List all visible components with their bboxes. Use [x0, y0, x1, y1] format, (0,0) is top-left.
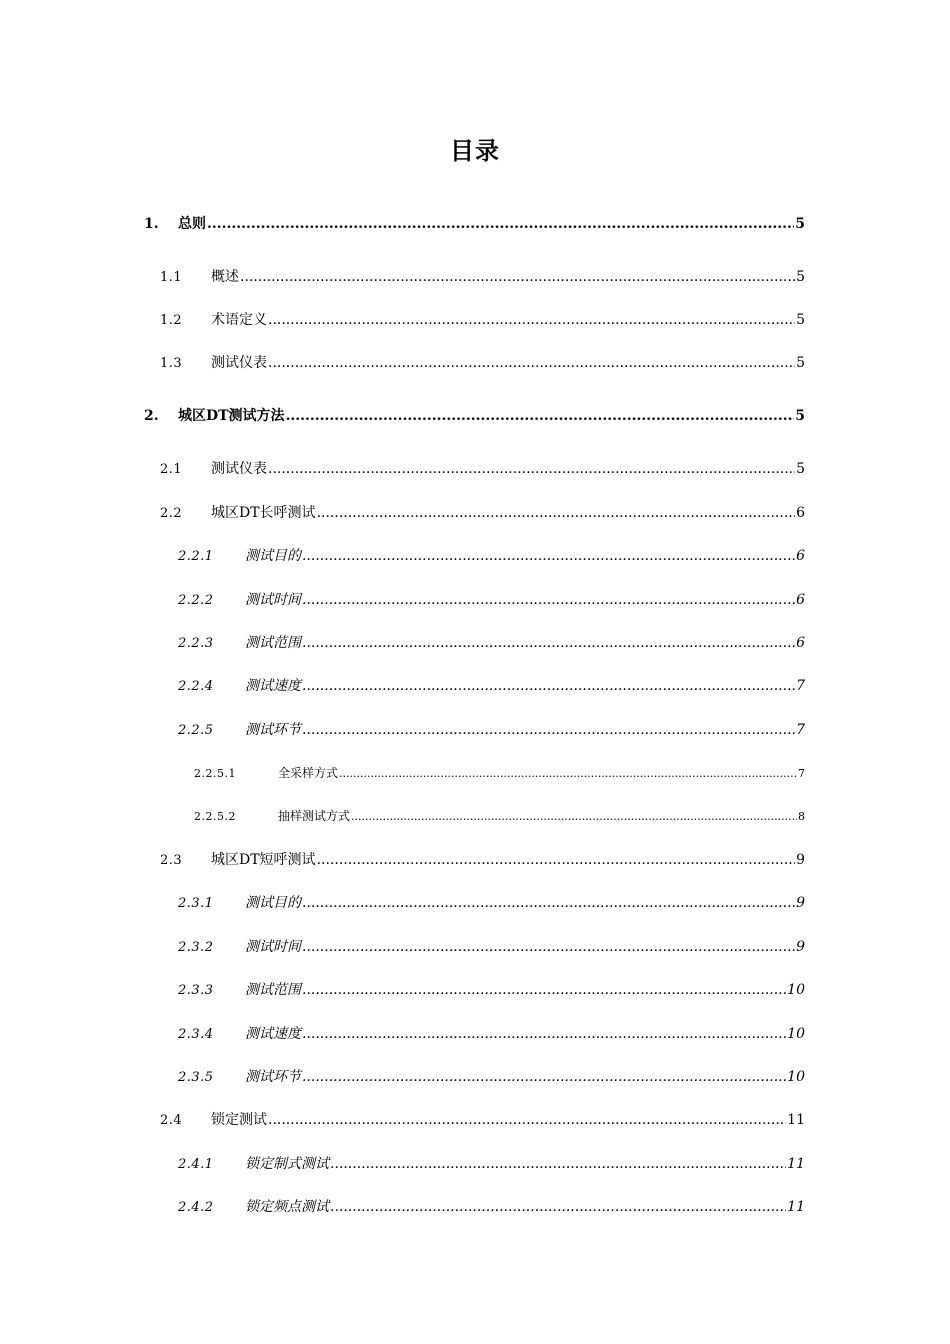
toc-entry-page-number: 10 — [787, 1026, 805, 1042]
toc-entry-page-number: 5 — [795, 216, 805, 232]
toc-entry-page-number: 6 — [796, 505, 805, 521]
toc-entry-number: 2.2.5.2 — [194, 810, 236, 823]
toc-dot-leader — [317, 850, 796, 870]
toc-entry-number: 2.3.3 — [178, 983, 214, 998]
toc-entry-title: 城区DT长呼测试 — [211, 505, 316, 521]
toc-dot-leader — [330, 1197, 786, 1217]
toc-entry-number: 2.2 — [160, 506, 183, 521]
toc-entry-number: 2.2.1 — [178, 549, 214, 564]
toc-entry-page-number: 11 — [787, 1112, 805, 1128]
toc-entry[interactable] — [194, 807, 805, 826]
toc-entry-title: 术语定义 — [211, 312, 267, 328]
toc-entry-title: 测试目的 — [245, 548, 301, 564]
toc-entry-page-number: 5 — [796, 312, 805, 328]
toc-dot-leader — [302, 893, 795, 913]
toc-entry-number: 2.3.5 — [178, 1070, 214, 1085]
toc-dot-leader — [330, 1154, 786, 1174]
toc-entry[interactable] — [178, 893, 805, 914]
toc-entry-page-number: 5 — [795, 408, 805, 424]
toc-dot-leader — [302, 980, 786, 1000]
toc-entry-title: 抽样测试方式 — [278, 809, 351, 823]
toc-entry[interactable] — [194, 764, 805, 783]
toc-entry[interactable] — [178, 720, 805, 741]
toc-dot-leader — [302, 937, 795, 957]
toc-dot-leader — [351, 808, 797, 826]
toc-entry-page-number: 10 — [787, 982, 805, 998]
toc-entry[interactable] — [178, 1067, 805, 1088]
toc-entry-page-number: 11 — [787, 1199, 805, 1215]
toc-entry[interactable] — [160, 850, 805, 871]
toc-dot-leader — [302, 546, 795, 566]
toc-entry[interactable] — [178, 980, 805, 1001]
toc-entry-page-number: 6 — [796, 548, 805, 564]
toc-entry-number: 1.3 — [160, 356, 183, 371]
toc-entry-page-number: 10 — [787, 1069, 805, 1085]
toc-dot-leader — [240, 267, 795, 287]
toc-dot-leader — [286, 406, 795, 426]
toc-entry-title: 城区DT测试方法 — [178, 408, 285, 424]
toc-entry[interactable] — [160, 267, 805, 288]
toc-entry[interactable] — [144, 214, 805, 234]
toc-entry-title: 测试仪表 — [211, 461, 267, 477]
toc-entry-page-number: 9 — [796, 895, 805, 911]
toc-entry[interactable] — [160, 503, 805, 524]
toc-entry-page-number: 8 — [798, 810, 805, 823]
toc-entry-title: 锁定测试 — [211, 1112, 267, 1128]
toc-entry-title: 测试速度 — [245, 678, 301, 694]
toc-dot-leader — [268, 353, 795, 373]
toc-entry-title: 测试目的 — [245, 895, 301, 911]
toc-entry[interactable] — [178, 546, 805, 567]
toc-entry-number: 2.3.1 — [178, 896, 214, 911]
toc-entry[interactable] — [160, 459, 805, 480]
toc-entry-number: 2.4.2 — [178, 1200, 214, 1215]
toc-entry-number: 2.4 — [160, 1113, 183, 1128]
toc-dot-leader — [317, 503, 796, 523]
toc-entry-page-number: 6 — [796, 592, 805, 608]
toc-entry-title: 测试速度 — [245, 1026, 301, 1042]
toc-entry-page-number: 9 — [796, 939, 805, 955]
toc-dot-leader — [302, 590, 795, 610]
toc-entry-title: 总则 — [178, 216, 206, 232]
toc-entry-page-number: 5 — [796, 269, 805, 285]
toc-dot-leader — [302, 633, 795, 653]
toc-entry[interactable] — [178, 937, 805, 958]
toc-dot-leader — [207, 214, 794, 234]
toc-dot-leader — [302, 720, 795, 740]
page-title: 目录 — [450, 137, 500, 165]
toc-entry[interactable] — [144, 406, 805, 426]
toc-entry-number: 2.2.2 — [178, 593, 214, 608]
toc-entry[interactable] — [160, 310, 805, 331]
toc-entry-number: 2.2.4 — [178, 679, 214, 694]
toc-entry-title: 锁定频点测试 — [245, 1199, 329, 1215]
toc-entry-number: 2.2.5.1 — [194, 767, 236, 780]
toc-dot-leader — [302, 1067, 786, 1087]
toc-entry-number: 1. — [144, 216, 159, 232]
toc-entry[interactable] — [178, 1197, 805, 1218]
toc-entry-page-number: 7 — [798, 767, 805, 780]
toc-entry-title: 锁定制式测试 — [245, 1156, 329, 1172]
toc-entry-title: 测试范围 — [245, 635, 301, 651]
toc-entry-title: 测试仪表 — [211, 355, 267, 371]
toc-entry-title: 城区DT短呼测试 — [211, 852, 316, 868]
toc-dot-leader — [268, 310, 795, 330]
toc-entry-title: 测试环节 — [245, 1069, 301, 1085]
toc-entry-number: 1.2 — [160, 313, 183, 328]
toc-entry-number: 2.1 — [160, 462, 183, 477]
toc-entry-title: 概述 — [211, 269, 239, 285]
toc-entry-number: 2.3.4 — [178, 1027, 214, 1042]
toc-entry[interactable] — [178, 633, 805, 654]
toc-entry-number: 1.1 — [160, 270, 183, 285]
toc-entry-title: 测试时间 — [245, 592, 301, 608]
toc-entry[interactable] — [160, 1110, 805, 1131]
toc-dot-leader — [268, 1110, 786, 1130]
toc-entry[interactable] — [178, 676, 805, 697]
toc-entry-number: 2.3 — [160, 853, 183, 868]
toc-entry[interactable] — [178, 590, 805, 611]
toc-entry-number: 2.3.2 — [178, 940, 214, 955]
toc-entry-number: 2. — [144, 408, 159, 424]
toc-dot-leader — [339, 765, 797, 783]
toc-entry-page-number: 6 — [796, 635, 805, 651]
toc-dot-leader — [302, 1024, 786, 1044]
toc-entry[interactable] — [160, 353, 805, 374]
toc-entry-number: 2.2.3 — [178, 636, 214, 651]
toc-entry-page-number: 7 — [796, 722, 805, 738]
toc-entry-page-number: 7 — [796, 678, 805, 694]
toc-entry-page-number: 11 — [787, 1156, 805, 1172]
toc-entry-title: 全采样方式 — [278, 766, 339, 780]
toc-entry-page-number: 9 — [796, 852, 805, 868]
toc-entry[interactable] — [178, 1154, 805, 1175]
toc-entry[interactable] — [178, 1024, 805, 1045]
toc-entry-page-number: 5 — [796, 461, 805, 477]
toc-entry-number: 2.4.1 — [178, 1157, 214, 1172]
toc-dot-leader — [302, 676, 795, 696]
toc-entry-number: 2.2.5 — [178, 723, 214, 738]
toc-entry-title: 测试时间 — [245, 939, 301, 955]
toc-entry-title: 测试环节 — [245, 722, 301, 738]
toc-entry-title: 测试范围 — [245, 982, 301, 998]
toc-dot-leader — [268, 459, 795, 479]
toc-entry-page-number: 5 — [796, 355, 805, 371]
